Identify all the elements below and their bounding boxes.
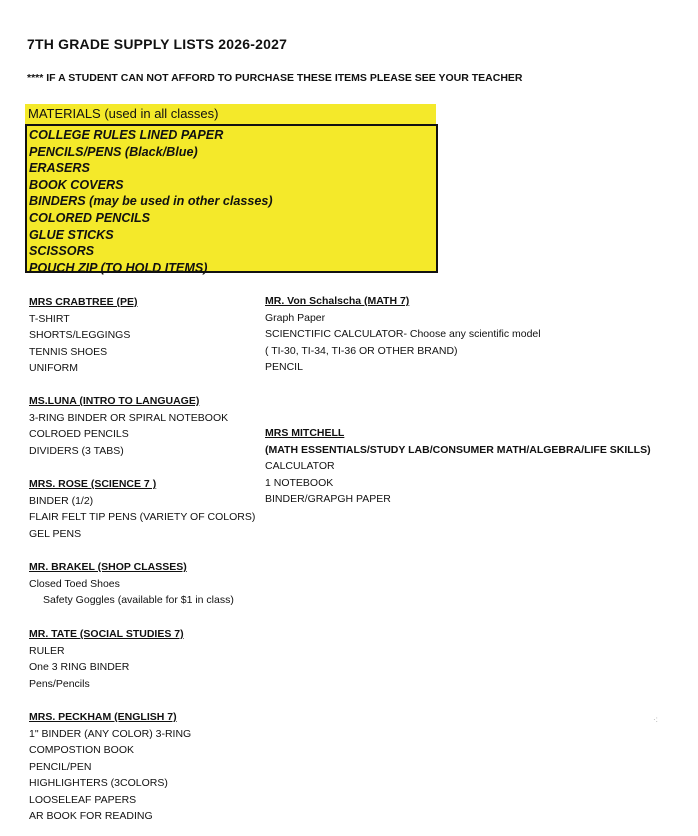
list-item: PENCIL xyxy=(265,361,303,373)
materials-item: COLLEGE RULES LINED PAPER xyxy=(29,128,224,142)
list-item: UNIFORM xyxy=(29,362,78,374)
section-heading: MR. Von Schalscha (MATH 7) xyxy=(265,295,410,307)
list-item: COLROED PENCILS xyxy=(29,428,129,440)
list-item: One 3 RING BINDER xyxy=(29,661,130,673)
list-item: RULER xyxy=(29,644,65,657)
list-item: BINDER (1/2) xyxy=(29,494,94,507)
list-item: Closed Toed Shoes xyxy=(29,577,120,590)
list-item: SHORTS/LEGGINGS xyxy=(29,329,131,341)
section-heading: MRS. ROSE (SCIENCE 7 ) xyxy=(29,478,157,490)
list-item: 3-RING BINDER OR SPIRAL NOTEBOOK xyxy=(29,411,229,424)
section-von-schalscha-math xyxy=(265,293,541,376)
section-tate-social-studies xyxy=(29,626,184,692)
materials-header: MATERIALS (used in all classes) xyxy=(25,104,436,124)
list-item: BINDER/GRAPGH PAPER xyxy=(265,493,391,505)
list-item: TENNIS SHOES xyxy=(29,345,108,358)
section-heading: MRS. PECKHAM (ENGLISH 7) xyxy=(29,711,177,723)
section-heading: MR. TATE (SOCIAL STUDIES 7) xyxy=(29,628,184,640)
affordability-notice: **** IF A STUDENT CAN NOT AFFORD TO PURCHASE THESE ITEMS PLEASE SEE YOUR TEACHER xyxy=(27,72,523,84)
section-subheading: (MATH ESSENTIALS/STUDY LAB/CONSUMER MATH/ALGEBRA/LIFE SKILLS) xyxy=(265,443,651,456)
list-item: ( TI-30, TI-34, TI-36 OR OTHER BRAND) xyxy=(265,344,458,357)
materials-item: GLUE STICKS xyxy=(29,227,114,242)
list-item: LOOSELEAF PAPERS xyxy=(29,793,137,806)
list-item: SCIENCTIFIC CALCULATOR- Choose any scientific model xyxy=(265,328,541,340)
list-item: Safety Goggles (available for $1 in class) xyxy=(43,594,234,606)
materials-item: BINDERS (may be used in other classes) xyxy=(29,194,273,209)
list-item: Graph Paper xyxy=(265,311,326,324)
list-item: FLAIR FELT TIP PENS (VARIETY OF COLORS) xyxy=(29,511,256,523)
list-item: Pens/Pencils xyxy=(29,677,90,690)
section-heading: MRS CRABTREE (PE) xyxy=(29,296,138,308)
scan-speck: ·: xyxy=(653,715,658,724)
list-item: GEL PENS xyxy=(29,527,82,540)
section-heading: MRS MITCHELL xyxy=(265,427,345,439)
section-rose-science xyxy=(29,476,255,542)
list-item: AR BOOK FOR READING xyxy=(29,810,153,822)
list-item: T-SHIRT xyxy=(29,312,70,325)
materials-item: SCISSORS xyxy=(29,244,95,259)
list-item: PENCIL/PEN xyxy=(29,760,92,773)
page-title: 7TH GRADE SUPPLY LISTS 2026-2027 xyxy=(27,36,288,52)
materials-item: POUCH ZIP (TO HOLD ITEMS) xyxy=(29,260,208,275)
list-item: CALCULATOR xyxy=(265,460,335,472)
section-heading: MS.LUNA (INTRO TO LANGUAGE) xyxy=(29,395,200,407)
materials-item: ERASERS xyxy=(29,161,90,176)
section-peckham-english xyxy=(29,709,191,825)
materials-item: COLORED PENCILS xyxy=(29,210,151,225)
materials-list xyxy=(25,124,438,273)
list-item: 1" BINDER (ANY COLOR) 3-RING xyxy=(29,727,192,740)
list-item: COMPOSTION BOOK xyxy=(29,744,135,756)
section-brakel-shop xyxy=(29,559,234,609)
materials-item: PENCILS/PENS (Black/Blue) xyxy=(29,144,198,159)
materials-item: BOOK COVERS xyxy=(29,177,124,192)
list-item: DIVIDERS (3 TABS) xyxy=(29,444,124,457)
list-item: 1 NOTEBOOK xyxy=(265,476,334,489)
section-crabtree-pe xyxy=(29,294,138,377)
list-item: HIGHLIGHTERS (3COLORS) xyxy=(29,777,168,789)
section-heading: MR. BRAKEL (SHOP CLASSES) xyxy=(29,561,187,573)
section-mitchell-math xyxy=(265,425,651,508)
section-luna-language xyxy=(29,393,228,459)
